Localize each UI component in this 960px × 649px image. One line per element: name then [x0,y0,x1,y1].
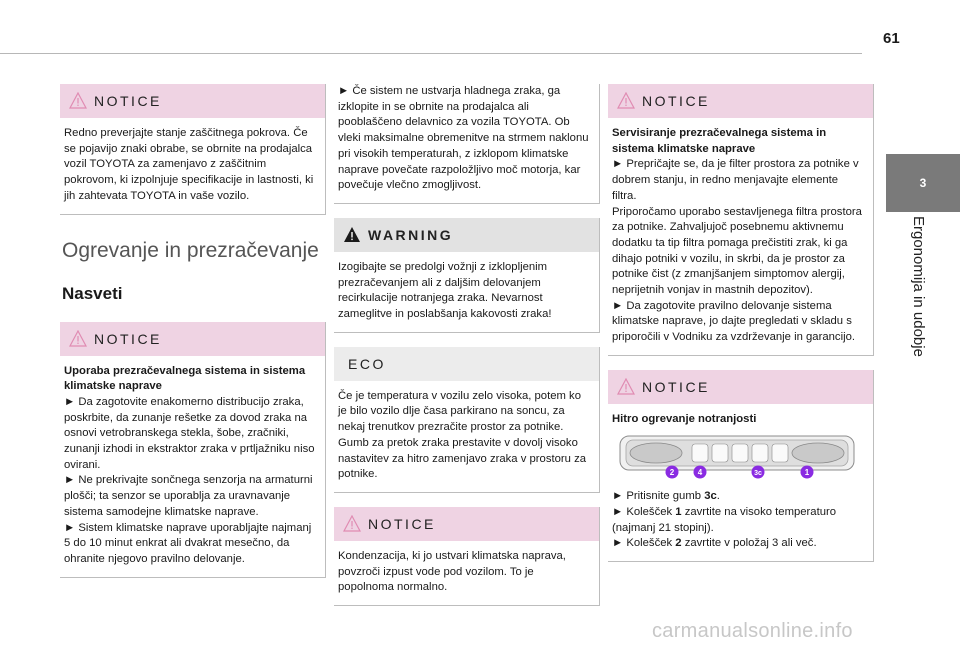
callout-1 [801,465,814,478]
notice-item: ► Prepričajte se, da je filter prostora za potnike v dobrem stanju, in redno menjavajte elemente filtra. [612,158,859,202]
notice-title: NOTICE [368,515,436,532]
notice-item: ► Sistem klimatske naprave uporabljajte najmanj 5 do 10 minut enkrat ali dvakrat mesečno, da ohranite njegovo pravilno delovanje. [64,521,312,565]
notice-box [60,84,326,215]
notice-header [608,370,873,404]
top-rule [0,53,862,54]
notice-title: NOTICE [642,378,710,395]
section-title: Ogrevanje in prezračevanje [62,238,319,262]
caution-triangle-icon [343,515,361,532]
column-1 [60,84,326,592]
svg-text:4: 4 [697,467,703,477]
notice-text: Kondenzacija, ki jo ustvari klimatska naprava, povzroči izpust vode pod vozilom. To je popolnoma normalno. [338,549,566,594]
sub-title: Nasveti [62,283,123,303]
watermark: carmanualsonline.info [652,620,853,642]
eco-title: ECO [348,355,386,372]
callout-3c [752,465,765,478]
column-2 [334,84,600,620]
notice-item: ► Da zagotovite enakomerno distribucijo zraka, poskrbite, da zunanje rešetke za dovod zraka na osnovi vetrobranskega stekla, šobe, zračniki, zunanji izhodi in ekstraktor zraka v prtljažniku niso ovirani. [64,395,315,471]
intro-box [334,84,600,204]
chapter-number: 3 [919,176,927,190]
warning-title: WARNING [368,226,454,243]
notice-box [608,84,874,356]
notice-heading: Servisiranje prezračevalnega sistema in sistema klimatske naprave [612,127,827,155]
warning-triangle-icon [343,226,361,243]
notice-heading: Hitro ogrevanje notranjosti [612,412,757,425]
page-number: 61 [883,30,900,47]
notice-title: NOTICE [642,93,710,109]
notice-item: ► Kolešček 1 zavrtite na visoko temperaturo (najmanj 21 stopinj). [612,505,837,534]
notice-title: NOTICE [94,93,162,109]
climate-panel-illustration [612,434,862,480]
notice-header [60,84,325,118]
notice-header [608,84,873,118]
notice-item: ► Kolešček 2 zavrtite v položaj 3 ali več. [612,537,817,550]
svg-text:1: 1 [804,467,810,477]
eco-text: Gumb za pretok zraka prestavite v dovolj visoko nastavitev za hitro zamenjavo zraka v prostoru za potnike. [338,436,587,481]
notice-item: ► Da zagotovite pravilno delovanje sistema klimatske naprave, jo dajte pregledati v skladu s priporočili v Vodniku za vzdrževanje in garancijo. [612,299,856,344]
callout-4 [694,465,707,478]
notice-heading: Uporaba prezračevalnega sistema in sistema klimatske naprave [64,364,306,393]
eco-box [334,347,600,493]
eco-text: Če je temperatura v vozilu zelo visoka, potem ko je bilo vozilo dlje časa parkirano na soncu, za nekaj trenutkov prezračite prostor za potnike. [338,389,581,434]
warning-header [334,218,599,252]
notice-item: Priporočamo uporabo sestavljenega filtra prostora za potnike. Zahvaljujoč posebnemu aktivnemu dodatku ta tip filtra pomaga prečistiti zrak, ki ga dihajo potniki v vozilu, in skrbi, da je prostor za potnike čist (z zmanjšanjem simptomov alergij, neprijetnih vonjav in mastnih depozitov). [612,205,862,297]
svg-text:3c: 3c [754,469,762,477]
notice-box [608,370,874,562]
notice-item: ► Pritisnite gumb 3c. [612,490,720,503]
notice-header [334,507,599,541]
svg-text:2: 2 [669,467,675,477]
caution-triangle-icon [617,92,635,109]
notice-box [334,507,600,606]
callout-2 [666,465,679,478]
caution-triangle-icon [617,378,635,395]
caution-triangle-icon [69,330,87,347]
chapter-tab[interactable] [886,154,960,212]
warning-box [334,218,600,333]
notice-title: NOTICE [94,330,162,347]
notice-text: Redno preverjajte stanje zaščitnega pokrova. Če se pojavijo znaki obrabe, se obrnite na prodajalca vozil TOYOTA za zamenjavo z zaščitnim pokrovom, ki izpolnjuje specifikacije in lastnosti, ki jih zahtevata TOYOTA in vaše vozilo. [64,127,314,202]
warning-text: Izogibajte se predolgi vožnji z izklopljenim prezračevanjem ali z daljšim delovanjem recirkulacije notranjega zraka. Nevarnost zameglitve in poslabšanja kakovosti zraka! [338,260,552,321]
caution-triangle-icon [69,92,87,109]
eco-header [334,347,599,381]
column-3 [608,84,874,576]
chapter-label: Ergonomija in udobje [910,216,927,357]
notice-box [60,322,326,578]
notice-header [60,322,325,356]
notice-item: ► Ne prekrivajte sončnega senzorja na armaturni plošči; ta senzor se uporablja za uravnavanje sistema samodejne klimatske naprave. [64,474,313,518]
intro-text: ► Če sistem ne ustvarja hladnega zraka, ga izklopite in se obrnite na prodajalca ali pooblaščeno delavnico za vozila TOYOTA. Ob vleki maksimalne obremenitve na strmem naklonu pri visokih temperaturah, z izklopom klimatske naprave povečate razpoložljivo moč motorja, kar povečuje vlečno zmogljivost. [338,85,589,192]
